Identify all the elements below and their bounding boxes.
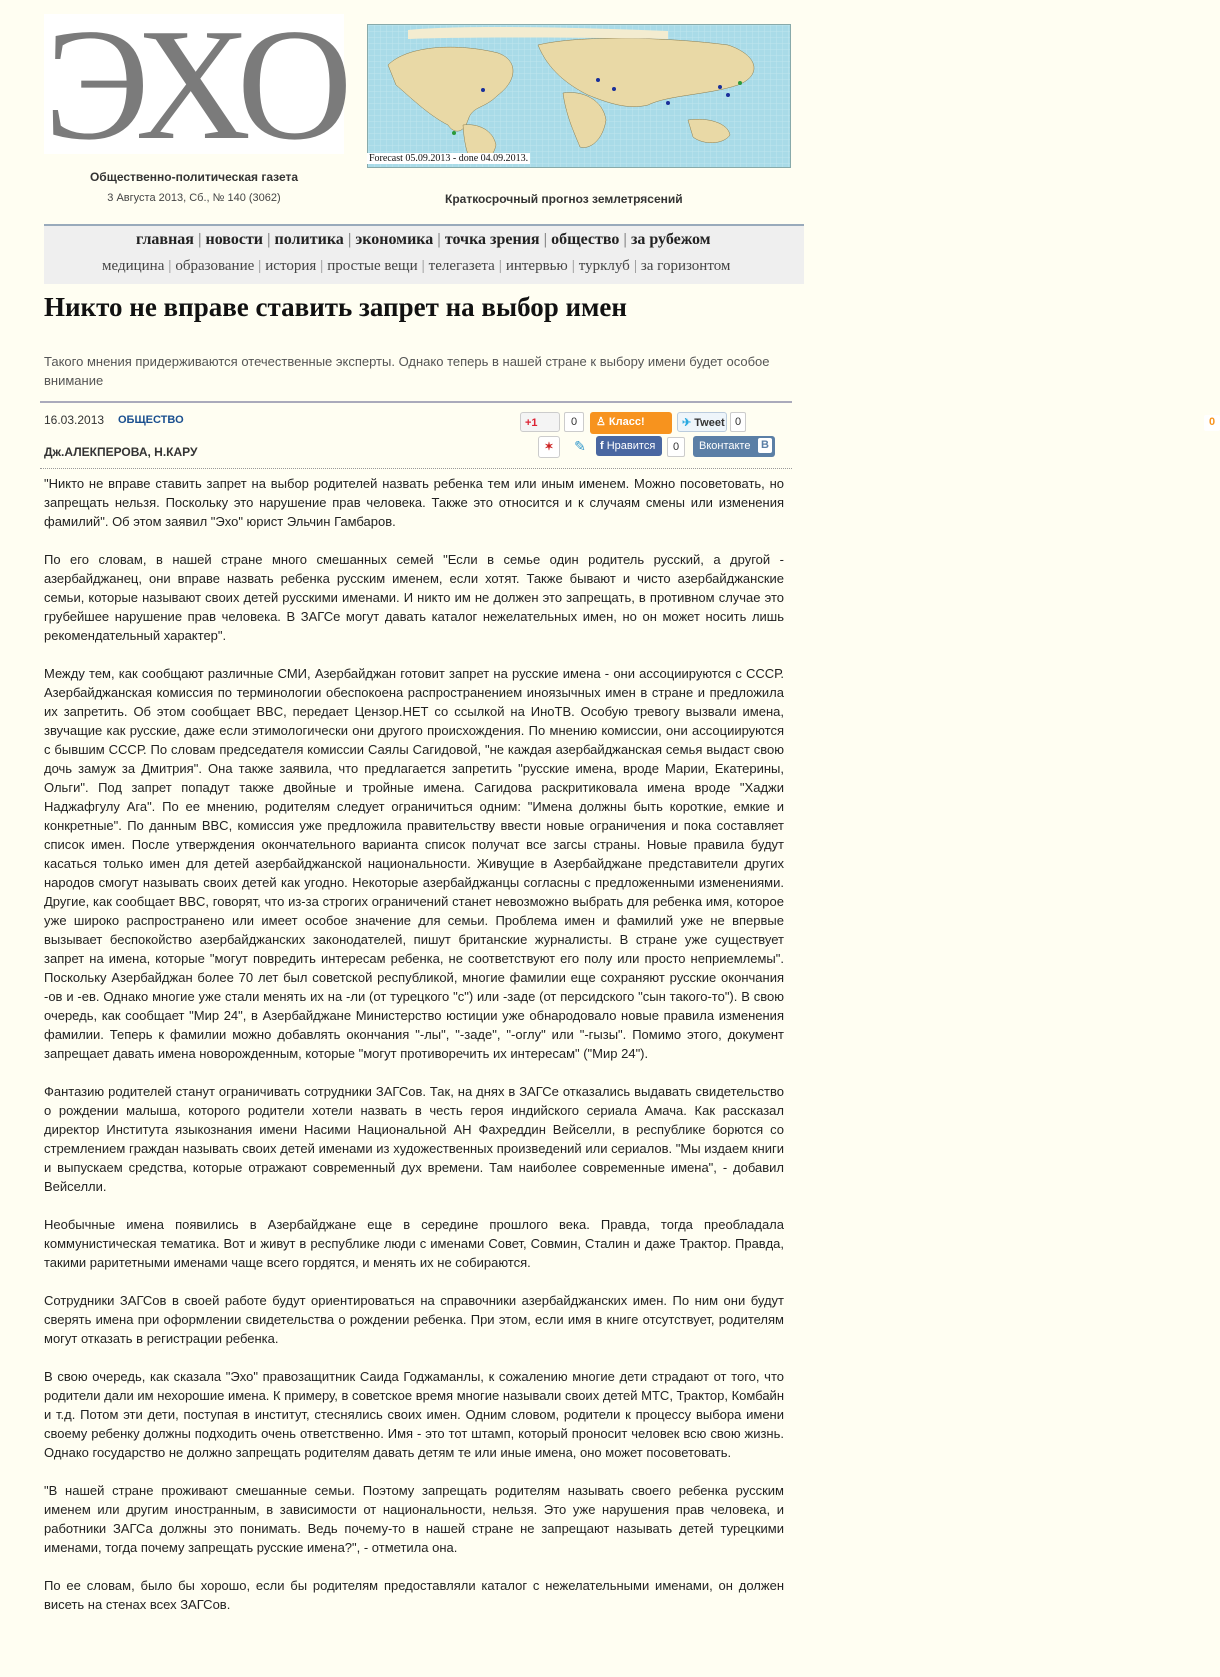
fb-count: 0 <box>667 437 685 457</box>
article-authors: Дж.АЛЕКПЕРОВА, Н.КАРУ <box>44 445 198 459</box>
ok-label: Класс! <box>608 416 645 428</box>
echo-logo[interactable] <box>44 0 347 173</box>
ok-count: 0 <box>1204 415 1220 431</box>
article-date: 16.03.2013 <box>44 413 105 427</box>
article-lead: Такого мнения придерживаются отечественные эксперты. Однако теперь в нашей стране к выбору имени будет особое внимание <box>44 354 770 388</box>
article-paragraph: Сотрудники ЗАГСов в своей работе будут ориентироваться на справочники азербайджанских имен. По ним они будут сверять имена при оформлении свидетельства о рождении ребенка. При этом, если имя в книге отсутствует, родителям могут отказать в регистрации ребенка. <box>44 1293 784 1346</box>
nav-sub-item-simple-things[interactable]: простые вещи <box>327 258 418 274</box>
gplus-count: 0 <box>564 412 584 432</box>
nav-sub-item-tourclub[interactable]: турклуб <box>578 258 630 274</box>
clip-icon[interactable]: ✎ <box>574 438 586 454</box>
article-paragraph: Между тем, как сообщают различные СМИ, Азербайджан готовит запрет на русские имена - они ассоциируются с СССР. Азербайджанская комиссия по терминологии обеспокоена распространением иноязычных имен в стране и предложила их запретить. Об этом сообщает BBC, передает Цензор.НЕТ со ссылкой на ИноТВ. Особую тревогу вызвали имена, звучащие как русские, даже если этимологически они другого происхождения. По мнению комиссии, они ассоциируются с бывшим СССР. По словам председателя комиссии Саялы Сагидовой, "не каждая азербайджанская семья выдаст свою дочь замуж за Дмитрия". Она также заявила, что предлагается запретить "русские имена, вроде Марии, Екатерины, Ольги". Под запрет попадут также двойные и тройные имена. Сагидова раскритиковала имена вроде "Хаджи Наджафгулу Ага". По ее мнению, родителям следует ограничиться одним: "Имена должны быть короткие, емкие и конкретные". По данным BBC, комиссия уже предложила правительству ввести новые ограничения и пока составляет список имен. После утверждения окончательного варианта список получат все загсы страны. Новые правила будут касаться только имен для детей азербайджанской национальности. Живущие в Азербайджане представители других народов смогут называть своих детей как угодно. Некоторые азербайджанцы согласны с предложенными изменениями. Другие, как сообщает BBC, говорят, что из-за строгих ограничений станет невозможно выбрать для ребенка имя, которое уже широко распространено или имеет особое значение для семьи. Проблема имен и фамилий уже не впервые вызывает беспокойство азербайджанских законодателей, пишут британские журналисты. В стране уже существует запрет на имена, которые "могут повредить интересам ребенка, не соответствуют его полу или просто неприемлемы". Поскольку Азербайджан более 70 лет был советской республикой, многие фамилии еще сохраняют русские окончания -ов и -ев. Однако многие уже стали менять их на -ли (от турецкого "с") или -заде (от персидского "сын такого-то"). В свою очередь, как сообщает "Мир 24", в Азербайджане Министерство юстиции уже обнародовало новые правила изменения фамилии. Теперь к фамилии можно добавлять окончания "-лы", "-заде", "-оглу" или "-гызы". Помимо этого, документ запрещает давать имена новорожденным, которые "могут противоречить их интересам" ("Мир 24"). <box>44 666 784 1061</box>
nav-main-item-politics[interactable]: политика <box>274 231 344 248</box>
pin-icon[interactable]: ✶ <box>538 436 560 458</box>
facebook-like-button[interactable] <box>596 436 662 456</box>
odnoklassniki-icon: ♙ <box>596 416 609 428</box>
tweet-button[interactable] <box>677 412 727 432</box>
article-paragraph: Фантазию родителей станут ограничивать сотрудники ЗАГСов. Так, на днях в ЗАГСе отказались выдавать свидетельство о рождении малыша, которого родители хотели назвать в честь героя индийского сериала Амача. Как рассказал директор Института языкознания имени Насими Национальной АН Фахреддин Вейселли, в республике борются со стремлением граждан называть своих детей именами из художественных произведений или сериалов. "Мы издаем книги и выпускаем средства, которые отражают современный дух времени. Там наиболее современные имена", - добавил Вейселли. <box>44 1084 784 1194</box>
nav-sub-item-beyond-horizon[interactable]: за горизонтом <box>640 258 731 274</box>
nav-main-item-viewpoint[interactable]: точка зрения <box>444 231 540 248</box>
nav-sub-item-medicine[interactable]: медицина <box>102 258 165 274</box>
nav-sub-item-education[interactable]: образование <box>175 258 255 274</box>
article-paragraph: "Никто не вправе ставить запрет на выбор родителей назвать ребенка тем или иным именем. Можно посоветовать, но запрещать нельзя. Поскольку это нарушение прав человека. Также это относится и к случаям смены или изменения фамилий". Об этом заявил "Эхо" юрист Эльчин Гамбаров. <box>44 476 784 529</box>
main-navigation <box>44 224 804 284</box>
newspaper-tagline: Общественно-политическая газета <box>89 170 299 184</box>
article-paragraph: В свою очередь, как сказала "Эхо" правозащитник Саида Годжаманлы, к сожалению многие дети страдают от того, что родители дали им нехорошие имена. К примеру, в советское время многие называли своих детей МТС, Трактор, Комбайн и т.д. Потом эти дети, поступая в институт, стеснялись своих имен. Одним словом, родители к процессу выбора имени своему ребенку должны подходить очень ответственно. Имя - это тот штамп, который проносит человек всю свою жизнь. Однако государство не должно запрещать родителям давать детям те или иные имена, оно может посоветовать. <box>44 1369 784 1460</box>
vk-icon: В <box>758 438 772 453</box>
nav-main-item-news[interactable]: новости <box>205 231 264 248</box>
forecast-title: Краткосрочный прогноз землетрясений <box>445 192 683 206</box>
nav-main-item-abroad[interactable]: за рубежом <box>630 231 711 248</box>
map-caption: Forecast 05.09.2013 - done 04.09.2013. <box>369 153 529 164</box>
article-title: Никто не вправе ставить запрет на выбор имен <box>44 292 627 322</box>
article-body <box>44 474 784 1633</box>
earthquake-forecast-map[interactable] <box>367 24 791 168</box>
tweet-count: 0 <box>730 412 746 432</box>
vk-label: Вконтакте <box>699 440 751 452</box>
article-paragraph: "В нашей стране проживают смешанные семьи. Поэтому запрещать родителям называть своего ребенка русским именем или другим иностранным, в зависимости от национальности, нельзя. Это уже нарушения прав человека, и работники ЗАГСа должны это понимать. Ведь почему-то в нашей стране не запрещают называть детей турецкими именами, тогда почему запрещать русские имена?", - отметила она. <box>44 1483 784 1555</box>
issue-date: 3 Августа 2013, Сб., № 140 (3062) <box>107 192 281 204</box>
nav-main-item-economy[interactable]: экономика <box>355 231 434 248</box>
logo-text: ЭХО <box>44 0 347 173</box>
article-paragraph: Необычные имена появились в Азербайджане еще в середине прошлого века. Правда, тогда преобладала коммунистическая тематика. Вот и живут в республике люди с именами Совет, Совмин, Сталин и даже Трактор. Правда, такими раритетными именами чаще всего гордятся, и менять их не собираются. <box>44 1217 784 1270</box>
nav-sub-item-history[interactable]: история <box>265 258 317 274</box>
vkontakte-button[interactable] <box>693 436 775 457</box>
fb-label: Нравится <box>606 440 656 452</box>
nav-sub-item-interview[interactable]: интервью <box>505 258 568 274</box>
article-rubric-link[interactable]: ОБЩЕСТВО <box>118 414 184 426</box>
nav-main-item-society[interactable]: общество <box>551 231 620 248</box>
nav-sub-item-telegazeta[interactable]: телегазета <box>428 258 495 274</box>
gplus-button[interactable] <box>520 412 560 432</box>
nav-main-item-home[interactable]: главная <box>136 231 194 248</box>
facebook-icon: f <box>600 440 607 452</box>
article-paragraph: По его словам, в нашей стране много смешанных семей "Если в семье один родитель русский, а другой - азербайджанец, они вправе назвать ребенка русским именем, если хотят. Также бывают и чисто азербайджанские семьи, которые называют своих детей русскими именами. И никто им не должен это запрещать, в противном случае это грубейшее нарушение прав человека. В ЗАГСе могут давать каталог нежелательных имен, но он может носить лишь рекомендательный характер". <box>44 552 784 643</box>
nav-main-row: главная | новости | политика | экономика | точка зрения | общество | за рубежом <box>136 231 711 248</box>
gplus-label: +1 <box>525 417 538 429</box>
article-paragraph: По ее словам, было бы хорошо, если бы родителям предоставляли каталог с нежелательными именами, он должен висеть на стенах всех ЗАГСов. <box>44 1578 784 1612</box>
tweet-label: Tweet <box>694 417 725 429</box>
nav-sub-row: медицина | образование | история | простые вещи | телегазета | интервью | турклуб | за горизонтом <box>102 258 731 274</box>
article-meta-bar <box>40 401 1216 469</box>
twitter-bird-icon: ✈ <box>682 417 695 429</box>
